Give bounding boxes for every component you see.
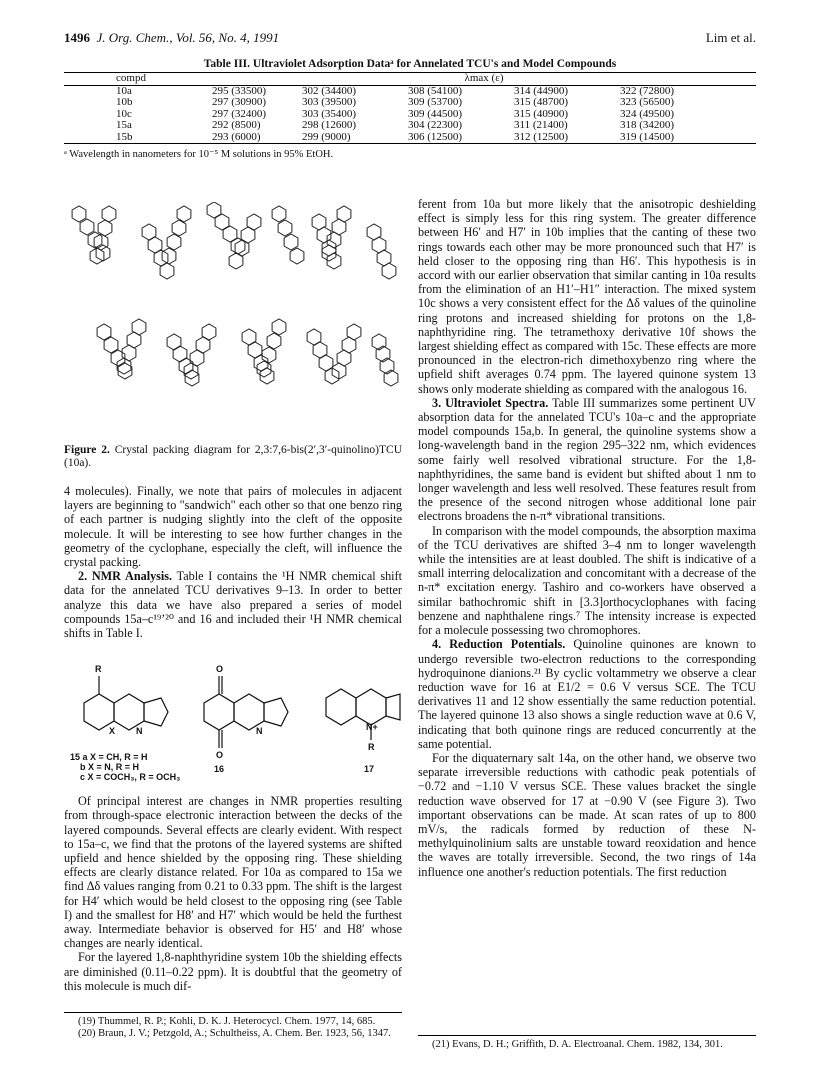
cell-compd: 10c — [116, 107, 132, 120]
cell-lambda: 292 (8500) — [212, 119, 261, 131]
paragraph-right-3: In comparison with the model compounds, the absorption maxima of the TCU derivatives are shifted 3–4 nm to longer wavelength while the intensities are at least doubled. The shift is indicative of a small interring delocalization and concomitant with a decrease of the n-π* excitation energy. Tashiro and co-workers have observed a similar bathochromic shift in [3.3]orthocyclophanes with facing benzene and naphthalene rings.⁷ The intensity increase is expected for a molecule possessing two chromophores. — [418, 523, 756, 638]
col-header-compd: compd — [64, 73, 212, 86]
cell-lambda: 311 (21400) — [514, 119, 568, 131]
cell-lambda: 324 (49500) — [620, 107, 675, 120]
compound-17-label: 17 — [364, 764, 375, 775]
paragraph-right-5: For the diquaternary salt 14a, on the other hand, we observe two separate irreversible reductions with cathodic peak potentials of −0.72 and −1.10 V versus SCE. These values bracket the single reduction wave observed for 17 at −0.90 V (see Figure 3). Two important observations can be made. At scan rates of up to 800 mV/s, the radicals formed by reduction of these N-methylquinolinium salts are unstable toward reoxidation and hence the waves are totally irreversible. Second, the two rings of 14a influence one another's reduction potentials. The first reduction — [418, 750, 756, 879]
paragraph-right-1: ferent from 10a but more likely that the anisotropic deshielding effect is simply less for this ring system. The greater difference between H6′ and H7′ in 10b implies that the canting of these two rings towards each other may be more pronounced such that H7′ is held closer to the opposing ring than H6′. This hypothesis is in accord with our earlier observation that similar canting in 10a results from the elimination of an H1′–H1″ interaction. The mixed system 10c shows a very consistent effect for the Δδ values of the quinoline ring protons and increased shielding for protons on the 1,8-naphthyridine ring. The tetramethoxy derivative 10f shows the largest shielding effect as compared with 15c. These effects are more pronounced in the electron-rich dimethoxybenzo ring where the upfield shift averages 0.74 ppm. The layered quinone system 13 shows only moderate shielding as compared with the analogous 16. — [418, 197, 756, 396]
page-number: 1496 — [64, 30, 90, 45]
cell-lambda: 293 (6000) — [212, 132, 302, 144]
right-column — [418, 197, 756, 879]
left-column — [64, 202, 402, 993]
table-row — [64, 132, 756, 144]
label-nplus-17: N+ — [366, 722, 378, 733]
cell-lambda: 306 (12500) — [408, 132, 514, 144]
uv-data-table — [64, 72, 756, 144]
footnote-20: (20) Braun, J. V.; Petzgold, A.; Schultheiss, A. Chem. Ber. 1923, 56, 1347. — [78, 1028, 391, 1039]
cell-lambda: 303 (35400) — [302, 107, 357, 120]
cell-compd: 10a — [116, 84, 132, 97]
label-r: R — [95, 664, 102, 675]
section-heading-reduction: 4. Reduction Potentials. — [432, 637, 566, 652]
cell-lambda: 314 (44900) — [514, 84, 569, 97]
cell-compd: 10b — [116, 96, 133, 108]
label-n-15: N — [136, 726, 143, 737]
label-o-bottom: O — [216, 750, 224, 761]
cell-lambda: 315 (48700) — [514, 96, 569, 108]
crystal-packing-diagram — [64, 202, 402, 438]
section-heading-uv: 3. Ultraviolet Spectra. — [432, 395, 549, 410]
table-row — [64, 97, 756, 109]
header-left — [64, 30, 279, 46]
cell-lambda: 304 (22300) — [408, 119, 463, 131]
structures-svg — [64, 648, 402, 788]
legend-15c: c X = COCH₃, R = OCH₃ — [80, 772, 181, 783]
cell-lambda: 303 (39500) — [302, 96, 357, 108]
cell-lambda: 298 (12600) — [302, 119, 357, 131]
cell-lambda: 322 (72800) — [620, 84, 675, 97]
cell-compd: 15b — [64, 132, 212, 144]
label-r-17: R — [368, 742, 375, 753]
paragraph-uv — [418, 396, 756, 524]
paragraph-reduction — [418, 637, 756, 751]
cell-lambda: 309 (53700) — [408, 96, 463, 108]
paragraph-left-4: For the layered 1,8-naphthyridine system 10b the shielding effects are diminished (0.11–0.22 ppm). It is doubtful that the geometry of this molecule is much dif- — [64, 950, 402, 993]
table-footnote: ᵃ Wavelength in nanometers for 10⁻⁵ M solutions in 95% EtOH. — [64, 149, 334, 160]
figure-caption-text: Crystal packing diagram for 2,3:7,6-bis(2′,3′-quinolino)TCU (10a). — [64, 444, 402, 469]
running-authors: Lim et al. — [705, 30, 756, 45]
cell-lambda: 295 (33500) — [212, 84, 267, 97]
paragraph-uv-text: Table III summarizes some pertinent UV absorption data for the annelated TCU's 10a–c and the appropriate model compounds 15a,b. In general, the quinoline systems show a long-wavelength band in the region 295–322 nm, which evidences some fairly well resolved vibrational structure. For the 1,8-naphthyridines, the same band is evident but shifted about 1 nm to longer wavelength and less well resolved. These features result from the presence of the second nitrogen whose additional lone pair electrons broadens the n-π* vibrational transitions. — [418, 395, 756, 524]
footnotes-left — [64, 1012, 402, 1040]
paragraph-nmr-text: Table I contains the ¹H NMR chemical shift data for the annelated TCU derivatives 9–13. In order to better analyze this data we have also prepared a series of model compounds 15a–c¹⁹ʼ²⁰ and 16 and included their ¹H NMR chemical shifts in Table I. — [64, 569, 403, 641]
section-heading-nmr: 2. NMR Analysis. — [78, 569, 173, 584]
cell-lambda: 302 (34400) — [302, 84, 357, 97]
cell-lambda: 319 (14500) — [620, 132, 756, 144]
cell-lambda: 297 (32400) — [212, 107, 267, 120]
model-compound-structures — [64, 648, 402, 788]
footnotes-right — [418, 1035, 756, 1051]
paragraph-left-3: Of principal interest are changes in NMR properties resulting from through-space electronic interaction between the decks of the layered compounds. Several effects are clearly evident. With respect to 15a–c, we find that the protons of the layered systems are shifted upfield and hence shielded by the opposing ring. These shielding effects are clearly distance related. For 10a as compared to 15a we find Δδ values ranging from 0.21 to 0.33 ppm. The shift is the largest for H4′ which would be held closest to the opposing ring (see Table I) and the smallest for H8′ and H7′ which would be held the furthest away. Intermediate behavior is observed for H5′ and H8′ whose changes are nearly identical. — [64, 794, 402, 951]
uv-table — [64, 58, 756, 160]
figure-2-caption — [64, 444, 402, 470]
paragraph-nmr — [64, 569, 402, 640]
cell-lambda: 299 (9000) — [302, 132, 408, 144]
compound-16-label: 16 — [214, 764, 225, 775]
figure-label: Figure 2. — [64, 444, 110, 456]
footnote-19: (19) Thummel, R. P.; Kohli, D. K. J. Heterocycl. Chem. 1977, 14, 685. — [78, 1016, 376, 1027]
cell-lambda: 297 (30900) — [212, 96, 267, 108]
label-o-top: O — [216, 664, 224, 675]
journal-citation: J. Org. Chem., Vol. 56, No. 4, 1991 — [96, 30, 280, 45]
paragraph-left-1: 4 molecules). Finally, we note that pairs of molecules in adjacent layers are beginning to "sandwich" each other so that one benzo ring of each partner is nudging slightly into the cleft of the opposite molecule. It will be interesting to see how further changes in the geometry of the cyclophane, especially the cleft, will influence the crystal packing. — [64, 484, 402, 570]
label-n-16: N — [256, 726, 263, 737]
cell-lambda: 323 (56500) — [620, 96, 675, 108]
cell-compd: 15a — [116, 119, 132, 131]
col-header-lambda: λmax (ε) — [212, 73, 756, 86]
cell-lambda: 309 (44500) — [408, 107, 463, 120]
cell-lambda: 315 (40900) — [514, 107, 569, 120]
paragraph-reduction-text: Quinoline quinones are known to undergo reversible two-electron reductions to the corresponding hydroquinone dianions.²¹ By cyclic voltammetry we observe a clear reduction wave for 16 at E1/2 = 0.6 V versus SCE. The TCU derivatives 11 and 12 show essentially the same reduction potential. The layered quinone 13 also shows a single reduction wave at 0.6 V, indicating that both quinone rings are reduced concurrently at the same potential. — [418, 637, 756, 751]
figure-2-crystal-packing — [64, 202, 402, 438]
page-header — [64, 30, 756, 48]
footnote-21: (21) Evans, D. H.; Griffith, D. A. Electroanal. Chem. 1982, 134, 301. — [432, 1039, 723, 1050]
table-title: Table III. Ultraviolet Adsorption Dataᵃ for Annelated TCU's and Model Compounds — [203, 58, 617, 70]
cell-lambda: 312 (12500) — [514, 132, 620, 144]
cell-lambda: 308 (54100) — [408, 84, 463, 97]
legend-15a: 15 a X = CH, R = H — [70, 752, 148, 763]
legend-15b: b X = N, R = H — [80, 762, 140, 773]
table-row — [64, 120, 756, 132]
label-x: X — [109, 726, 116, 737]
cell-lambda: 318 (34200) — [620, 119, 675, 131]
